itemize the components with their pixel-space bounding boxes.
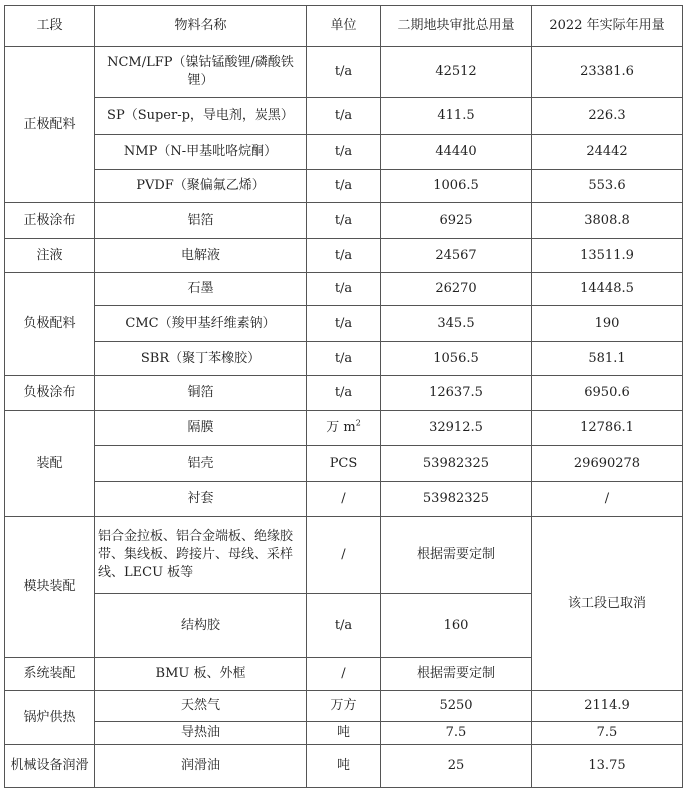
unit-cell: t/a <box>307 306 381 342</box>
actual-cell: 13.75 <box>532 745 683 788</box>
table-row <box>5 239 683 273</box>
section-cell: 正极配料 <box>5 47 95 203</box>
approved-cell: 5250 <box>381 691 532 722</box>
section-cell: 负极配料 <box>5 273 95 376</box>
material-cell: CMC（羧甲基纤维素钠） <box>95 306 307 342</box>
header-unit: 单位 <box>307 6 381 47</box>
unit-cell: t/a <box>307 47 381 98</box>
material-cell: 结构胶 <box>95 594 307 658</box>
table-row <box>5 170 683 203</box>
approved-cell: 53982325 <box>381 482 532 517</box>
actual-cell: 12786.1 <box>532 411 683 446</box>
material-cell: 铝合金拉板、铝合金端板、绝缘胶带、集线板、跨接片、母线、采样线、LECU 板等 <box>95 517 307 594</box>
actual-cell: 14448.5 <box>532 273 683 306</box>
material-cell: 导热油 <box>95 722 307 745</box>
material-cell: 天然气 <box>95 691 307 722</box>
table-row <box>5 411 683 446</box>
header-actual: 2022 年实际年用量 <box>532 6 683 47</box>
actual-cell: 该工段已取消 <box>532 517 683 691</box>
unit-cell: t/a <box>307 203 381 239</box>
unit-cell <box>307 411 381 446</box>
material-cell: 衬套 <box>95 482 307 517</box>
table-row <box>5 273 683 306</box>
actual-cell: 581.1 <box>532 342 683 376</box>
section-cell: 模块装配 <box>5 517 95 658</box>
approved-cell: 根据需要定制 <box>381 658 532 691</box>
actual-cell: 3808.8 <box>532 203 683 239</box>
unit-cell: t/a <box>307 239 381 273</box>
table-row <box>5 47 683 98</box>
actual-cell: 226.3 <box>532 98 683 135</box>
unit-cell: t/a <box>307 273 381 306</box>
header-section: 工段 <box>5 6 95 47</box>
unit-cell: PCS <box>307 446 381 482</box>
table-row <box>5 306 683 342</box>
approved-cell: 44440 <box>381 135 532 170</box>
unit-text: 万 m <box>326 420 356 435</box>
unit-cell: 吨 <box>307 722 381 745</box>
approved-cell: 32912.5 <box>381 411 532 446</box>
table-row <box>5 446 683 482</box>
unit-cell: t/a <box>307 98 381 135</box>
unit-cell: 万方 <box>307 691 381 722</box>
approved-cell: 42512 <box>381 47 532 98</box>
actual-cell: 553.6 <box>532 170 683 203</box>
table-row <box>5 722 683 745</box>
header-row <box>5 6 683 47</box>
material-cell: 铜箔 <box>95 376 307 411</box>
unit-cell: / <box>307 658 381 691</box>
approved-cell: 345.5 <box>381 306 532 342</box>
table-row <box>5 691 683 722</box>
unit-cell: / <box>307 517 381 594</box>
approved-cell: 根据需要定制 <box>381 517 532 594</box>
actual-cell: 29690278 <box>532 446 683 482</box>
material-cell: NCM/LFP（镍钴锰酸锂/磷酸铁锂） <box>95 47 307 98</box>
material-cell: 润滑油 <box>95 745 307 788</box>
material-cell: BMU 板、外框 <box>95 658 307 691</box>
unit-cell: t/a <box>307 170 381 203</box>
table-row <box>5 376 683 411</box>
table-row <box>5 203 683 239</box>
approved-cell: 24567 <box>381 239 532 273</box>
actual-cell: 13511.9 <box>532 239 683 273</box>
material-cell: 石墨 <box>95 273 307 306</box>
approved-cell: 7.5 <box>381 722 532 745</box>
table-row <box>5 482 683 517</box>
material-cell: 铝壳 <box>95 446 307 482</box>
approved-cell: 25 <box>381 745 532 788</box>
actual-cell: 190 <box>532 306 683 342</box>
section-cell: 机械设备润滑 <box>5 745 95 788</box>
material-cell: SP（Super-p，导电剂，炭黑） <box>95 98 307 135</box>
unit-cell: / <box>307 482 381 517</box>
actual-cell: 6950.6 <box>532 376 683 411</box>
approved-cell: 6925 <box>381 203 532 239</box>
section-cell: 正极涂布 <box>5 203 95 239</box>
section-cell: 装配 <box>5 411 95 517</box>
actual-cell: 23381.6 <box>532 47 683 98</box>
approved-cell: 160 <box>381 594 532 658</box>
approved-cell: 1056.5 <box>381 342 532 376</box>
actual-cell: / <box>532 482 683 517</box>
material-cell: SBR（聚丁苯橡胶） <box>95 342 307 376</box>
table-row <box>5 98 683 135</box>
actual-cell: 7.5 <box>532 722 683 745</box>
actual-cell: 24442 <box>532 135 683 170</box>
approved-cell: 1006.5 <box>381 170 532 203</box>
material-cell: PVDF（聚偏氟乙烯） <box>95 170 307 203</box>
approved-cell: 26270 <box>381 273 532 306</box>
unit-cell: 吨 <box>307 745 381 788</box>
section-cell: 负极涂布 <box>5 376 95 411</box>
material-cell: 隔膜 <box>95 411 307 446</box>
header-approved: 二期地块审批总用量 <box>381 6 532 47</box>
section-cell: 锅炉供热 <box>5 691 95 745</box>
table-row <box>5 342 683 376</box>
material-cell: 电解液 <box>95 239 307 273</box>
unit-cell: t/a <box>307 594 381 658</box>
unit-cell: t/a <box>307 342 381 376</box>
material-cell: NMP（N-甲基吡咯烷酮） <box>95 135 307 170</box>
actual-cell: 2114.9 <box>532 691 683 722</box>
material-cell: 铝箔 <box>95 203 307 239</box>
unit-superscript: 2 <box>355 418 361 428</box>
table-row <box>5 135 683 170</box>
table-row <box>5 517 683 594</box>
material-usage-table <box>4 5 683 788</box>
unit-cell: t/a <box>307 135 381 170</box>
table-row <box>5 745 683 788</box>
section-cell: 系统装配 <box>5 658 95 691</box>
header-material: 物料名称 <box>95 6 307 47</box>
approved-cell: 53982325 <box>381 446 532 482</box>
unit-cell: t/a <box>307 376 381 411</box>
approved-cell: 12637.5 <box>381 376 532 411</box>
material-usage-table-container <box>4 5 683 788</box>
section-cell: 注液 <box>5 239 95 273</box>
approved-cell: 411.5 <box>381 98 532 135</box>
